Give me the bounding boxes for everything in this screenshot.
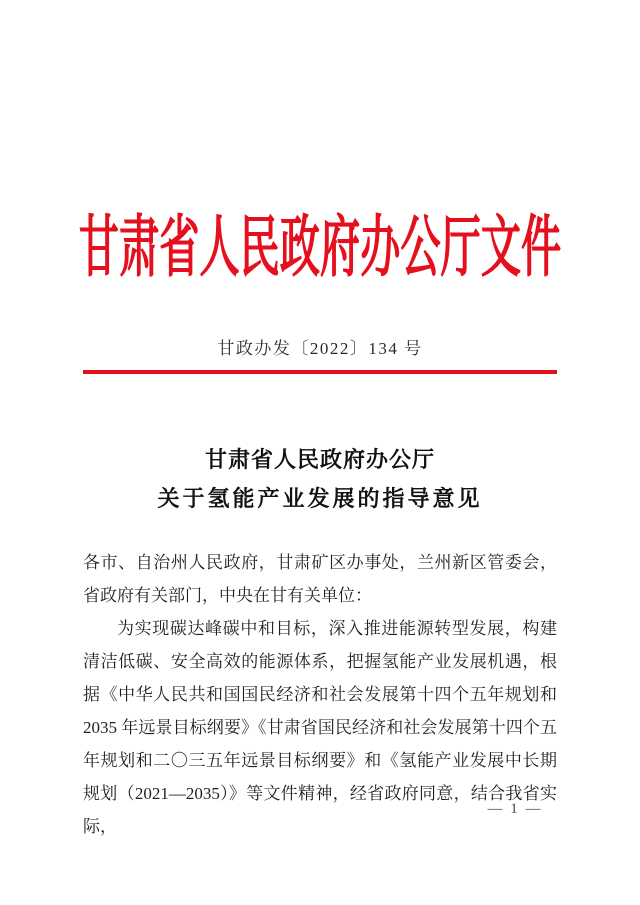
document-title-line2: 关于氢能产业发展的指导意见 [157, 486, 483, 511]
document-number: 甘政办发〔2022〕134 号 [217, 339, 423, 358]
agency-letterhead [0, 202, 640, 294]
letterhead-title: 甘肃省人民政府办公厅文件 [78, 210, 562, 285]
page-number: — 1 — [487, 801, 543, 817]
document-title [0, 441, 640, 519]
body-paragraph: 为实现碳达峰碳中和目标，深入推进能源转型发展，构建清洁低碳、安全高效的能源体系，把握氢能产业发展机遇，根据《中华人民共和国国民经济和社会发展第十四个五年规划和 2035 年远景目标纲要》《甘肃省国民经济和社会发展第十四个五年规划和二〇三五年远景目标纲要》和《氢能产业发展中长期规划（2021—2035）》等文件精神，经省政府同意，结合我省实际， [83, 619, 557, 836]
document-title-line1: 甘肃省人民政府办公厅 [204, 447, 435, 472]
red-divider-line [83, 370, 557, 374]
salutation: 各市、自治州人民政府，甘肃矿区办事处，兰州新区管委会，省政府有关部门，中央在甘有关单位： [83, 553, 557, 605]
document-body [83, 546, 557, 843]
